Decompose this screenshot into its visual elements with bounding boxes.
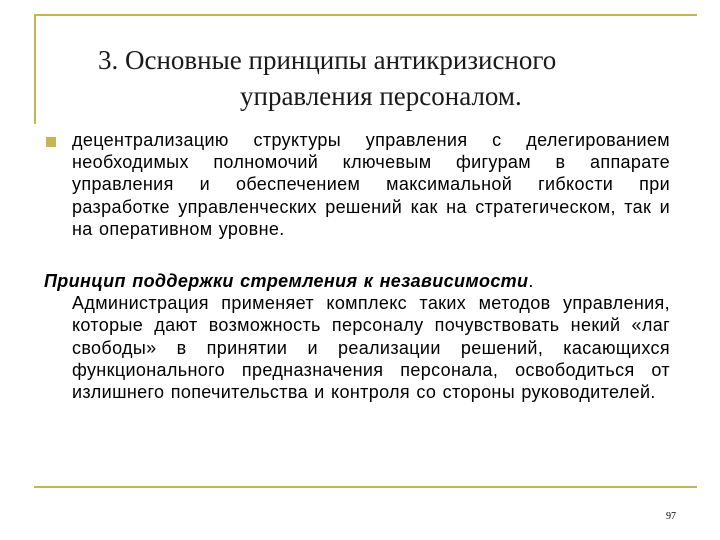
frame-top-line: [34, 14, 697, 16]
page-number: 97: [666, 511, 676, 522]
title-line-2: управления персоналом.: [240, 81, 522, 111]
principle-heading: Принцип поддержки стремления к независимости: [44, 271, 529, 291]
bullet-paragraph: децентрализацию структуры управления с делегированием необходимых полномочий ключевым фигурам в аппарате управления и обеспечением максимальной гибкости при разработке управленческих решений как на стратегическом, так и на оперативном уровне.: [72, 130, 670, 239]
slide-title: [90, 42, 700, 114]
frame-left-line: [34, 14, 36, 124]
footer-line: [34, 486, 697, 488]
principle-text: Администрация применяет комплекс таких методов управления, которые дают возможность персоналу почувствовать некий «лаг свободы» в принятии и реализации решений, касающихся функционального предназначения персонала, освободиться от излишнего попечительства и контроля со стороны руководителей.: [72, 293, 670, 403]
principle-paragraph: [44, 270, 670, 403]
square-bullet-icon: [46, 137, 56, 147]
title-line-1: 3. Основные принципы антикризисного: [98, 45, 557, 75]
principle-heading-period: .: [528, 271, 534, 291]
